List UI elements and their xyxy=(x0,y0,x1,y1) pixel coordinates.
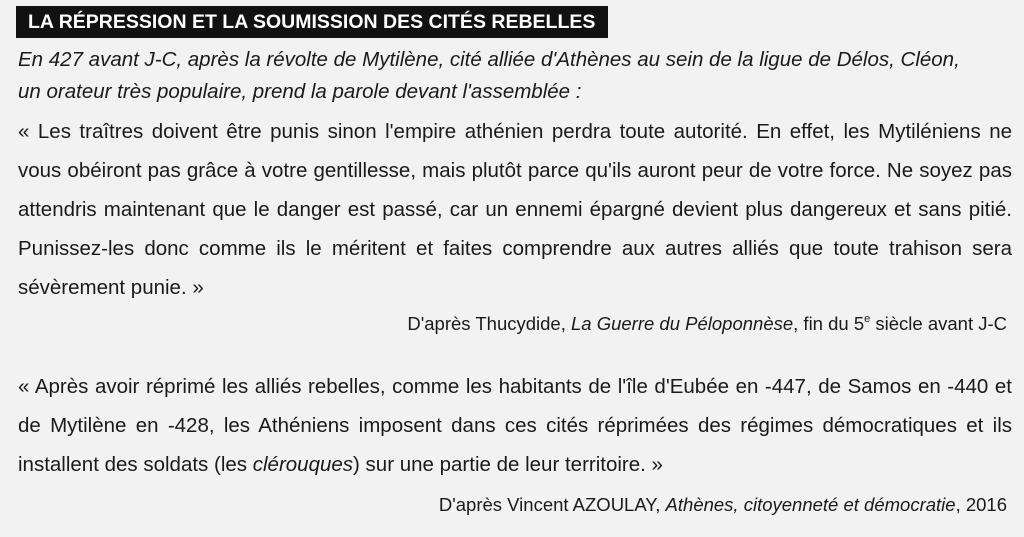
source-azoulay-suffix: , 2016 xyxy=(955,494,1007,515)
source-azoulay-prefix: D'après Vincent AZOULAY, xyxy=(438,494,666,515)
source-thucydide-work: La Guerre du Péloponnèse xyxy=(570,313,794,334)
quote-azoulay-after: ) sur une partie de leur territoire. » xyxy=(353,453,663,476)
source-thucydide-middle: , fin du 5 xyxy=(793,313,865,334)
intro-line-2: un orateur très populaire, prend la parole devant l'assemblée : xyxy=(18,80,582,103)
source-azoulay-work: Athènes, citoyenneté et démocratie xyxy=(665,494,956,515)
source-thucydide-sup: e xyxy=(864,313,871,325)
source-thucydide-suffix: siècle avant J-C xyxy=(870,313,1007,334)
quote-thucydide: « Les traîtres doivent être punis sinon l'empire athénien perdra toute autorité. En effet, les Mytiléniens ne vous obéiront pas grâce à votre gentillesse, mais plutôt parce qu'ils auront peur de votre force. Ne soyez pas attendris maintenant que le danger est passé, car un ennemi épargné devient plus dangereux et sans pitié. Punissez-les donc comme ils le méritent et faites comprendre aux autres alliés que toute trahison sera sévèrement punie. » xyxy=(18,120,1012,299)
source-azoulay xyxy=(439,492,1007,518)
source-thucydide xyxy=(407,311,1007,337)
source-thucydide-prefix: D'après Thucydide, xyxy=(407,313,571,334)
intro-line-1: En 427 avant J-C, après la révolte de Mytilène, cité alliée d'Athènes au sein de la ligue de Délos, Cléon, xyxy=(18,48,960,71)
quote-azoulay-term: clérouques xyxy=(252,453,354,476)
document-title: LA RÉPRESSION ET LA SOUMISSION DES CITÉS REBELLES xyxy=(16,6,608,38)
quote-azoulay xyxy=(18,367,1012,484)
quote-azoulay-before: « Après avoir réprimé les alliés rebelles, comme les habitants de l'île d'Eubée en -447, de Samos en -440 et de Mytilène en -428, les Athéniens imposent dans ces cités réprimées des régimes démocratiques et ils installent des soldats (les xyxy=(18,375,1012,476)
intro-text xyxy=(18,44,1016,108)
